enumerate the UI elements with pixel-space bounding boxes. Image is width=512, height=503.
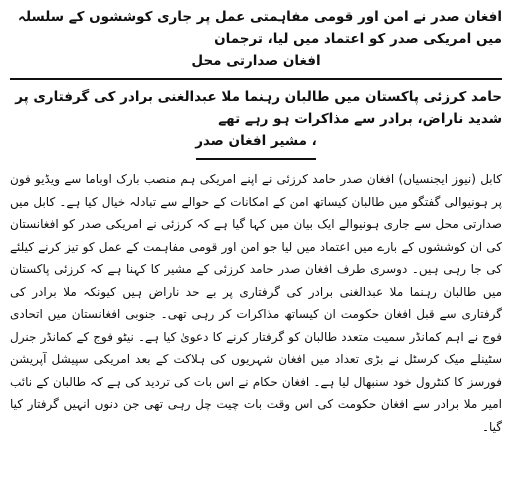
headline-secondary [10,86,502,152]
headline-primary-line2: افغان صدارتی محل [191,53,321,69]
headline-secondary-line2: ، مشیر افغان صدر [195,133,317,149]
headline-primary-line1: افغان صدر نے امن اور قومی مفاہمتی عمل پر جاری کوششوں کے سلسلہ میں امریکی صدر کو اعتماد میں لیا، ترجمان [18,9,502,47]
headline-secondary-line1: حامد کرزئی پاکستان میں طالبان رہنما ملا عبدالغنی برادر کی گرفتاری پر شدید ناراض، برادر سے مذاکرات ہو رہے تھے [15,89,502,127]
divider-short [196,158,316,160]
article-body: کابل (نیوز ایجنسیاں) افغان صدر حامد کرزئی نے اپنے امریکی ہم منصب بارک اوباما سے ویڈیو فون پر ہونیوالی گفتگو میں طالبان کیساتھ امن کے امکانات کے حوالے سے تبادلہ خیال کیا ہے۔ کابل میں صدارتی محل سے جاری ہونیوالے ایک بیان میں کہا گیا ہے کہ کرزئی نے امریکی صدر کو افغانستان کی ان کوششوں کے بارے میں اعتماد میں لیا جو امن اور قومی مفاہمت کے عمل کو تیز کرنے کیلئے کی جا رہی ہیں۔ دوسری طرف افغان صدر حامد کرزئی کے مشیر کا کہنا ہے کہ کرزئی پاکستان میں طالبان رہنما ملا عبدالغنی برادر کی گرفتاری پر بے حد ناراض ہیں کیونکہ ملا برادر کی گرفتاری سے قبل افغان حکومت ان کیساتھ مذاکرات کر رہی تھی۔ جنوبی افغانستان میں اتحادی فوج نے اہم کمانڈر سمیت متعدد طالبان کو گرفتار کرنے کا دعویٰ کیا ہے۔ نیٹو فوج کے کمانڈر جنرل سٹینلے میک کرسٹل نے بڑی تعداد میں افغان شہریوں کی ہلاکت کے بعد امریکی سپیشل آپریشن فورسز کا کنٹرول خود سنبھال لیا ہے۔ افغان حکام نے اس بات کی تردید کی ہے کہ طالبان کے نائب امیر ملا برادر سے افغان حکومت کی اس وقت بات چیت چل رہی تھی جن دنوں انہیں گرفتار کیا گیا۔ [10,172,502,434]
divider [10,78,502,80]
headline-primary [10,6,502,72]
